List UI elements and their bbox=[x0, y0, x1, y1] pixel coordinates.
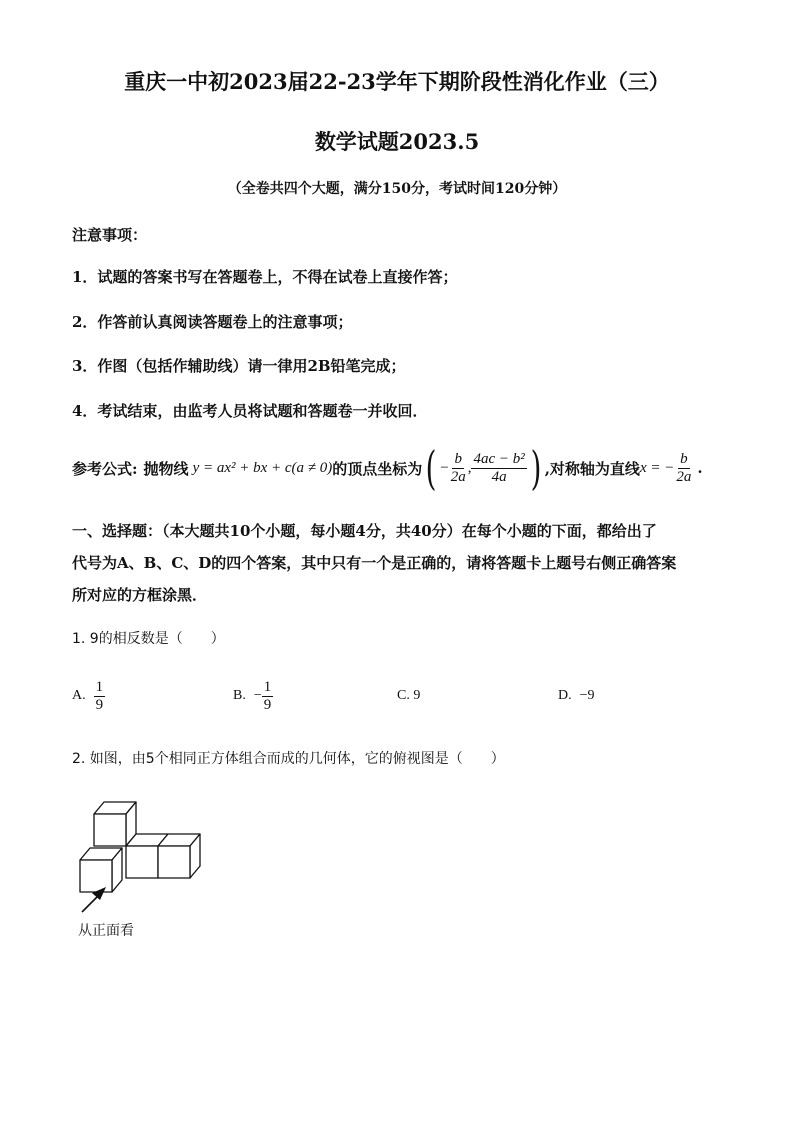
q1-option-a[interactable]: A. $\frac{1}{9}$ bbox=[72, 679, 104, 713]
section1-line3: 所对应的方框涂黑． bbox=[72, 586, 208, 604]
cube-front-front bbox=[80, 860, 112, 892]
cube-row-front-2 bbox=[126, 846, 158, 878]
right-paren: ) bbox=[530, 441, 542, 495]
exam-info: （全卷共四个大题，满分150分，考试时间120分钟） bbox=[227, 181, 567, 197]
cube-figure bbox=[70, 796, 220, 916]
section1-line2: 代号为A、B、C、D的四个答案，其中只有一个是正确的，请将答题卡上题号右侧正确答案 bbox=[72, 554, 677, 572]
q2-stem: 2. 如图，由5个相同正方体组合而成的几何体，它的俯视图是（ ） bbox=[72, 751, 505, 767]
page-title: 重庆一中初2023届22-23学年下期阶段性消化作业（三） bbox=[124, 69, 670, 94]
q1-option-d[interactable]: D. −9 bbox=[558, 688, 595, 703]
q1-option-b[interactable]: B. − $\frac{1}{9}$ bbox=[233, 679, 272, 713]
q1-option-b-fraction: $\frac{1}{9}$ bbox=[263, 679, 272, 713]
left-paren: ( bbox=[425, 441, 437, 495]
figure-caption: 从正面看 bbox=[78, 923, 134, 939]
note-item-1: 1．试题的答案书写在答题卷上，不得在试卷上直接作答； bbox=[72, 268, 458, 286]
q1-stem: 1. 9的相反数是（ ） bbox=[72, 631, 225, 647]
reference-formula: 参考公式: 抛物线 y = ax² + bx + c(a ≠ 0) 的顶点坐标为 ( − $\frac{b}{2a}$ , $\frac{\text{4ac − b²}}{4a}$ ) ,对称轴为直线 x = − $\frac{b}{2a}$ . bbox=[72, 441, 703, 495]
cube-row-front-3 bbox=[158, 846, 190, 878]
note-item-4: 4．考试结束，由监考人员将试题和答题卷一并收回． bbox=[72, 402, 428, 420]
q1-option-c[interactable]: C. 9 bbox=[397, 688, 421, 703]
axis-fraction: $\frac{b}{2a}$ bbox=[676, 451, 692, 485]
q1-option-a-fraction: $\frac{1}{9}$ bbox=[95, 679, 104, 713]
page-subtitle: 数学试题2023.5 bbox=[314, 129, 480, 154]
vertex-y-fraction: $\frac{\text{4ac − b²}}{4a}$ bbox=[473, 451, 525, 485]
cube-top-front bbox=[94, 814, 126, 846]
reference-text-vertex: 的顶点坐标为 bbox=[332, 459, 423, 478]
vertex-x-fraction: $\frac{b}{2a}$ bbox=[450, 451, 466, 485]
parabola-equation: y = ax² + bx + c(a ≠ 0) bbox=[192, 459, 333, 476]
reference-text-parabola: 抛物线 bbox=[143, 459, 189, 478]
reference-text-axis: ,对称轴为直线 bbox=[544, 459, 640, 478]
note-item-2: 2．作答前认真阅读答题卷上的注意事项； bbox=[72, 313, 353, 331]
reference-end: . bbox=[697, 459, 703, 477]
reference-label: 参考公式: bbox=[72, 459, 138, 478]
note-item-3: 3．作图（包括作辅助线）请一律用2B铅笔完成； bbox=[72, 357, 406, 375]
section1-line1: 一、选择题：（本大题共10个小题，每小题4分，共40分）在每个小题的下面，都给出了 bbox=[72, 522, 657, 540]
axis-lhs: x = − bbox=[639, 459, 675, 476]
notes-heading: 注意事项： bbox=[72, 226, 148, 244]
